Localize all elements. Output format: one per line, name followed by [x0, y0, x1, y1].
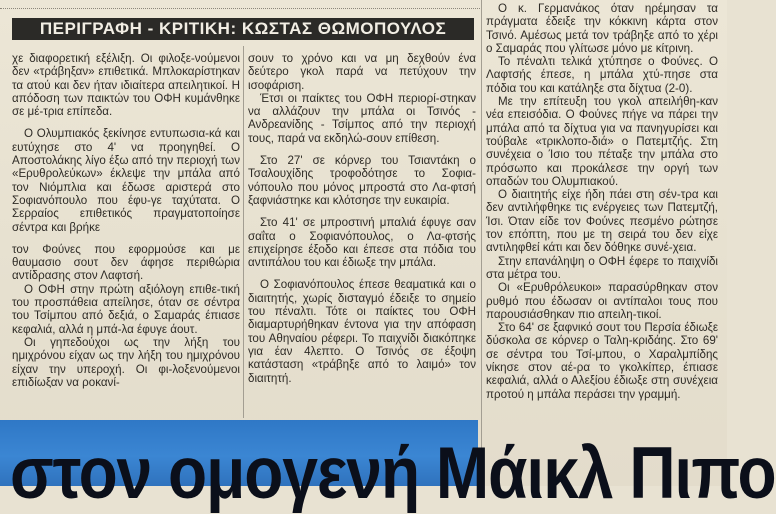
paragraph: Στο 27' σε κόρνερ του Τσιαντάκη ο Τσαλουχίδης τροφοδότησε το Σοφια-νόπουλο που μόνος μπροστά στο Λα-φτσή ξαφνιάστηκε και κλότσησε την ευκαιρία.	[248, 154, 476, 207]
paragraph: Στην επανάληψη ο ΟΦΗ έφερε το παιχνίδι στα μέτρα του.	[486, 254, 718, 281]
paragraph: σουν το χρόνο και να μη δεχθούν ένα δεύτερο γκολ παρά να πετύχουν την ισοφάριση.	[248, 52, 476, 92]
paragraph: Έτσι οι παίκτες του ΟΦΗ περιορί-στηκαν να αλλάζουν την μπάλα οι Τσινός - Ανδρεανίδης - Τσίμπος από την περιοχή τους, παρά να εκδηλώ-σουν επίθεση.	[248, 91, 476, 145]
column-1	[12, 52, 240, 412]
paragraph: Το πέναλτι τελικά χτύπησε ο Φούνες. Ο Λαφτσής έπεσε, η μπάλα χτύ-πησε στα πόδια του και κατάληξε στα δίχτυα (2-0).	[486, 55, 718, 95]
paragraph: Στο 41' σε μπροστινή μπαλιά έφυγε σαν σαΐτα ο Σοφιανόπουλος, ο Λα-φτσής επιχείρησε έξοδο και έπεσε στα πόδια του αντιπάλου του και έδιωξε την μπάλα.	[248, 216, 476, 270]
paragraph: Ο Σοφιανόπουλος έπεσε θεαματικά και ο διαιτητής, χωρίς δισταγμό έδειξε το σημείο του πέναλτι. Τότε οι παίκτες του ΟΦΗ διαμαρτυρήθηκαν έντονα για την απόφαση του Αθηναίου ρέφερι. Το παιχνίδι διακόπηκε για έαν 4λεπτο. Ο Τσινός σε έξοψη κατάσταση «τράβηξε από το λαιμό» τον διαιτητή.	[248, 278, 476, 385]
column-3	[486, 2, 718, 486]
photo-caption-banner	[0, 420, 776, 514]
column-divider	[243, 46, 244, 418]
paragraph: Στο 64' σε ξαφνικό σουτ του Περσία έδιωξε δύσκολα σε κόρνερ ο Ταλη-κριδάης. Στο 69' σε σέντρα του Τσί-μπου, ο Χαραλμπίδης νίκησε στον αέ-ρα το γκολκίπερ, έπιασε κεφαλιά, αλλά ο Αλεξίου έδιωξε στη συνέχεια προτού η μπάλα περάσει την γραμμή.	[486, 321, 718, 401]
paragraph: χε διαφορετική εξέλιξη. Οι φιλοξε-νούμενοι δεν «τράβηξαν» επιθετικά. Μπλοκαρίστηκαν τα ατού και δεν ήταν ιδιαίτερα απειλητικοί. Η απόδοση των παικτών του ΟΦΗ κυμάνθηκε σε μέ-τρια επίπεδα.	[12, 52, 240, 119]
paragraph: Ο ΟΦΗ στην πρώτη αξιόλογη επιθε-τική του προσπάθεια απείλησε, όταν σε σέντρα του Τσίμπου από δεξιά, ο Σαμαράς έπιασε κεφαλιά, αλλά η μπά-λα έφυγε άουτ.	[12, 282, 240, 336]
column-divider	[481, 0, 482, 486]
column-2	[248, 52, 476, 412]
paragraph: Οι «Ερυθρόλευκοι» παρασύρθηκαν στον ρυθμό που έδωσαν οι αντίπαλοι τους που παρουσιάσθηκαν πιο απειλη-τικοί.	[486, 281, 718, 321]
paragraph: Ο διαιτητής είχε ήδη πάει στη σέν-τρα και δεν αντιλήφθηκε τις ενέργειες των Πατεμτζή, Ίσι. Όταν είδε τον Φούνες πεσμένο ρώτησε τον επόπτη, που με τη σειρά του δεν είχε αντιληφθεί κάτι και δεν δόθηκε συνέ-χεια.	[486, 188, 718, 255]
paragraph: Ο κ. Γερμανάκος όταν ηρέμησαν τα πράγματα έδειξε την κόκκινη κάρτα στον Τσινό. Αμέσως μετά τον τράβηξε από το χέρι ο Σαμαράς που γλίτωσε μόνο με κίτρινη.	[486, 2, 718, 55]
paragraph: Με την επίτευξη του γκολ απειλήθη-καν νέα επεισόδια. Ο Φούνες πήγε να πάρει την μπάλα από τα δίχτυα για να πανηγυρίσει και τούβαλε «τρικλοπο-διά» ο Πατεμτζής. Στη συνέχεια ο Ίσιο του πέταξε την μπάλα στο πρόσωπο και προκάλεσε την οργή των οπαδών του Ολυμπιακού.	[486, 95, 718, 188]
paragraph: τον Φούνες που εφορμούσε και με θαυμασιο σουτ δεν άφησε περιθώρια αντίδρασης στον Λαφτσή.	[12, 242, 240, 283]
paragraph: Οι γηπεδούχοι ως την λήξη του ημιχρόνου είχαν ως την λήξη του ημιχρόνου είχαν την υπεροχή. Οι φι-λοξενούμενοι επιδίωξαν να ροκανί-	[12, 335, 240, 389]
paragraph: Ο Ολυμπιακός ξεκίνησε εντυπωσια-κά και ευτύχησε στο 4' να προηγηθεί. Ο Αποστολάκης λίγο έξω από την περιοχή των «Ερυθρολεύκων» έκλεψε την μπάλα από τον Νιόμπλια και έδωσε αριστερά στο Σοφιανόπουλο που έφυ-γε ταχύτατα. Ο Σερραίος επιθετικός πραγματοποίησε σέντρα και βρήκε	[12, 127, 240, 234]
banner-headline: στον ομογενή Μάικλ Πιπο	[10, 431, 776, 514]
top-rule	[0, 0, 480, 9]
article-headline: ΠΕΡΙΓΡΑΦΗ - ΚΡΙΤΙΚΗ: ΚΩΣΤΑΣ ΘΩΜΟΠΟΥΛΟΣ	[12, 18, 474, 40]
